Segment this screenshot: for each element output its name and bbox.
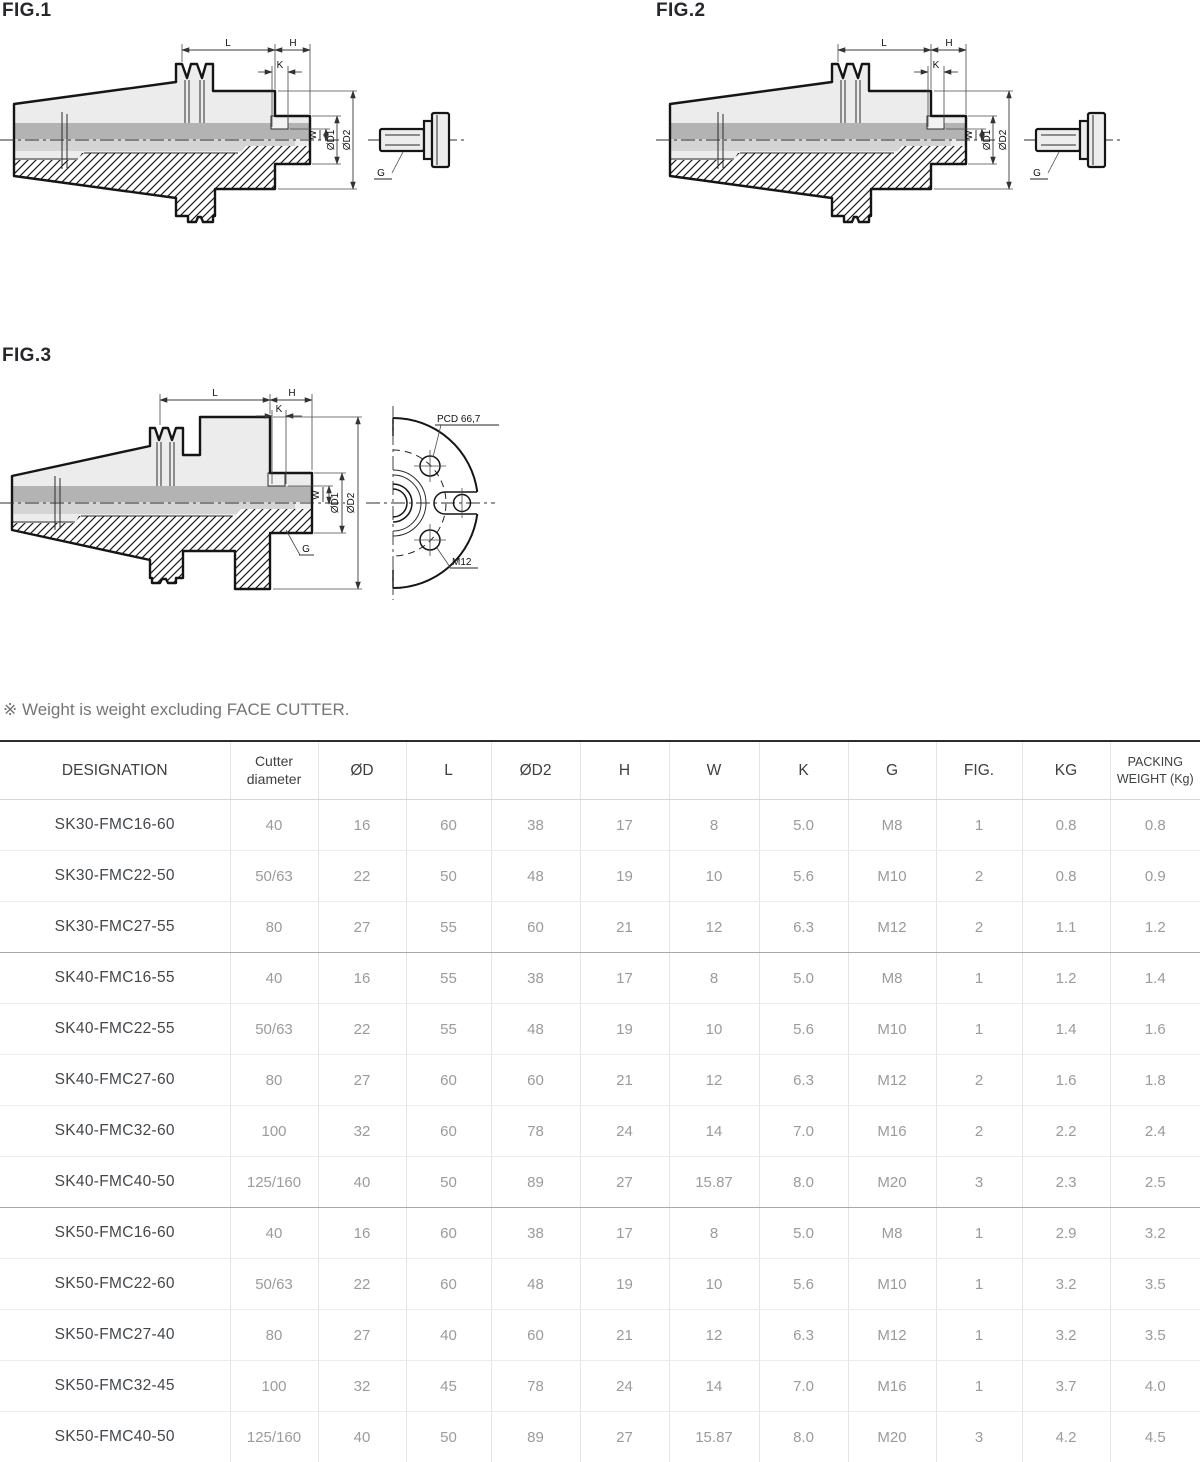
spec-table-head bbox=[0, 741, 1200, 800]
value-cell: 125/160 bbox=[230, 1412, 318, 1462]
table-row bbox=[0, 902, 1200, 953]
value-cell: 3.5 bbox=[1110, 1259, 1200, 1310]
value-cell: 12 bbox=[669, 1310, 759, 1361]
value-cell: 100 bbox=[230, 1361, 318, 1412]
value-cell: 2 bbox=[936, 1055, 1022, 1106]
fig1-drawing bbox=[0, 28, 480, 263]
dim-label-L: L bbox=[881, 38, 887, 49]
dim-label-D1: ØD1 bbox=[330, 492, 341, 514]
value-cell: 1 bbox=[936, 800, 1022, 851]
value-cell: 1.8 bbox=[1110, 1055, 1200, 1106]
dim-label-m12: M12 bbox=[452, 557, 472, 568]
dim-label-W: W bbox=[311, 490, 322, 500]
value-cell: 32 bbox=[318, 1106, 406, 1157]
value-cell: 1 bbox=[936, 953, 1022, 1004]
value-cell: 3 bbox=[936, 1157, 1022, 1208]
drive-slot bbox=[927, 116, 944, 129]
column-header: K bbox=[759, 741, 848, 800]
designation-cell: SK30-FMC16-60 bbox=[0, 800, 230, 851]
value-cell: 8 bbox=[669, 800, 759, 851]
value-cell: M12 bbox=[848, 902, 936, 953]
value-cell: 3.5 bbox=[1110, 1310, 1200, 1361]
dim-label-K: K bbox=[275, 404, 283, 415]
value-cell: 38 bbox=[491, 800, 580, 851]
value-cell: 5.6 bbox=[759, 1259, 848, 1310]
value-cell: 55 bbox=[406, 902, 491, 953]
value-cell: 55 bbox=[406, 1004, 491, 1055]
column-header: W bbox=[669, 741, 759, 800]
value-cell: 2.2 bbox=[1022, 1106, 1110, 1157]
designation-cell: SK40-FMC27-60 bbox=[0, 1055, 230, 1106]
value-cell: 8 bbox=[669, 953, 759, 1004]
value-cell: 6.3 bbox=[759, 1310, 848, 1361]
value-cell: 6.3 bbox=[759, 902, 848, 953]
value-cell: 60 bbox=[406, 800, 491, 851]
dim-label-H: H bbox=[289, 38, 297, 49]
value-cell: 27 bbox=[318, 902, 406, 953]
designation-cell: SK50-FMC16-60 bbox=[0, 1208, 230, 1259]
dim-label-D2: ØD2 bbox=[346, 492, 357, 514]
value-cell: 0.8 bbox=[1110, 800, 1200, 851]
value-cell: 2.3 bbox=[1022, 1157, 1110, 1208]
value-cell: 48 bbox=[491, 1004, 580, 1055]
value-cell: 1.6 bbox=[1110, 1004, 1200, 1055]
designation-cell: SK40-FMC22-55 bbox=[0, 1004, 230, 1055]
table-row bbox=[0, 1412, 1200, 1462]
value-cell: 5.6 bbox=[759, 851, 848, 902]
dim-label-D1: ØD1 bbox=[326, 129, 337, 151]
dim-label-pcd: PCD 66,7 bbox=[437, 414, 481, 425]
value-cell: 1.1 bbox=[1022, 902, 1110, 953]
value-cell: 1 bbox=[936, 1259, 1022, 1310]
value-cell: 24 bbox=[580, 1106, 669, 1157]
value-cell: M10 bbox=[848, 851, 936, 902]
value-cell: M8 bbox=[848, 1208, 936, 1259]
spec-table-body bbox=[0, 800, 1200, 1462]
value-cell: 48 bbox=[491, 851, 580, 902]
dim-label-G: G bbox=[377, 168, 385, 179]
value-cell: 27 bbox=[318, 1310, 406, 1361]
toolholder-side-and-front-view-drawing bbox=[0, 380, 505, 625]
value-cell: 32 bbox=[318, 1361, 406, 1412]
value-cell: 50/63 bbox=[230, 1004, 318, 1055]
fig1-label: FIG.1 bbox=[2, 0, 52, 21]
value-cell: 40 bbox=[230, 800, 318, 851]
column-header: FIG. bbox=[936, 741, 1022, 800]
value-cell: 17 bbox=[580, 800, 669, 851]
value-cell: 80 bbox=[230, 1055, 318, 1106]
value-cell: 1.6 bbox=[1022, 1055, 1110, 1106]
screw-collar bbox=[1080, 121, 1088, 159]
value-cell: 16 bbox=[318, 1208, 406, 1259]
column-header: DESIGNATION bbox=[0, 741, 230, 800]
value-cell: 55 bbox=[406, 953, 491, 1004]
drive-slot bbox=[271, 116, 288, 129]
value-cell: 1 bbox=[936, 1361, 1022, 1412]
column-header: PACKING WEIGHT (Kg) bbox=[1110, 741, 1200, 800]
drive-slot bbox=[268, 473, 285, 486]
fig2-drawing bbox=[656, 28, 1136, 263]
value-cell: 2.5 bbox=[1110, 1157, 1200, 1208]
value-cell: 80 bbox=[230, 902, 318, 953]
value-cell: 7.0 bbox=[759, 1106, 848, 1157]
value-cell: M8 bbox=[848, 800, 936, 851]
spec-table bbox=[0, 740, 1200, 1462]
column-header: H bbox=[580, 741, 669, 800]
bore-band-dark bbox=[13, 486, 311, 502]
value-cell: 125/160 bbox=[230, 1157, 318, 1208]
value-cell: 50 bbox=[406, 851, 491, 902]
table-row bbox=[0, 953, 1200, 1004]
table-row bbox=[0, 800, 1200, 851]
bore-band-dark bbox=[15, 123, 309, 139]
value-cell: 40 bbox=[318, 1157, 406, 1208]
value-cell: 1.2 bbox=[1110, 902, 1200, 953]
value-cell: 6.3 bbox=[759, 1055, 848, 1106]
value-cell: 2 bbox=[936, 851, 1022, 902]
value-cell: M12 bbox=[848, 1055, 936, 1106]
column-header: L bbox=[406, 741, 491, 800]
dim-label-W: W bbox=[964, 130, 975, 140]
value-cell: M16 bbox=[848, 1361, 936, 1412]
table-row bbox=[0, 1106, 1200, 1157]
value-cell: 2 bbox=[936, 1106, 1022, 1157]
screw-shank bbox=[1036, 129, 1080, 151]
value-cell: 10 bbox=[669, 1004, 759, 1055]
value-cell: 17 bbox=[580, 1208, 669, 1259]
value-cell: 19 bbox=[580, 1004, 669, 1055]
header-row bbox=[0, 741, 1200, 800]
value-cell: 22 bbox=[318, 851, 406, 902]
value-cell: 14 bbox=[669, 1361, 759, 1412]
value-cell: M10 bbox=[848, 1259, 936, 1310]
value-cell: 78 bbox=[491, 1106, 580, 1157]
value-cell: 27 bbox=[318, 1055, 406, 1106]
fig3-label: FIG.3 bbox=[2, 345, 52, 366]
value-cell: 24 bbox=[580, 1361, 669, 1412]
value-cell: M20 bbox=[848, 1412, 936, 1462]
value-cell: 17 bbox=[580, 953, 669, 1004]
designation-cell: SK50-FMC32-45 bbox=[0, 1361, 230, 1412]
value-cell: 78 bbox=[491, 1361, 580, 1412]
value-cell: 60 bbox=[406, 1055, 491, 1106]
designation-cell: SK50-FMC27-40 bbox=[0, 1310, 230, 1361]
toolholder-side-view-drawing bbox=[656, 28, 1136, 258]
table-row bbox=[0, 1004, 1200, 1055]
value-cell: 27 bbox=[580, 1412, 669, 1462]
value-cell: 45 bbox=[406, 1361, 491, 1412]
value-cell: 15.87 bbox=[669, 1412, 759, 1462]
value-cell: 50 bbox=[406, 1412, 491, 1462]
dim-label-D1: ØD1 bbox=[982, 129, 993, 151]
value-cell: 1 bbox=[936, 1208, 1022, 1259]
table-row bbox=[0, 1310, 1200, 1361]
dim-label-W: W bbox=[308, 130, 319, 140]
value-cell: 10 bbox=[669, 851, 759, 902]
column-header: G bbox=[848, 741, 936, 800]
dim-label-G: G bbox=[1033, 168, 1041, 179]
value-cell: 1 bbox=[936, 1310, 1022, 1361]
value-cell: 40 bbox=[230, 953, 318, 1004]
value-cell: 40 bbox=[230, 1208, 318, 1259]
value-cell: 15.87 bbox=[669, 1157, 759, 1208]
value-cell: 10 bbox=[669, 1259, 759, 1310]
screw-head bbox=[432, 113, 449, 167]
value-cell: 1.2 bbox=[1022, 953, 1110, 1004]
value-cell: 3 bbox=[936, 1412, 1022, 1462]
value-cell: 21 bbox=[580, 1310, 669, 1361]
screw-collar bbox=[424, 121, 432, 159]
screw-shank bbox=[380, 129, 424, 151]
value-cell: 7.0 bbox=[759, 1361, 848, 1412]
value-cell: 89 bbox=[491, 1157, 580, 1208]
value-cell: 48 bbox=[491, 1259, 580, 1310]
value-cell: 8 bbox=[669, 1208, 759, 1259]
value-cell: 22 bbox=[318, 1259, 406, 1310]
designation-cell: SK40-FMC40-50 bbox=[0, 1157, 230, 1208]
value-cell: 19 bbox=[580, 851, 669, 902]
value-cell: 27 bbox=[580, 1157, 669, 1208]
value-cell: 3.2 bbox=[1022, 1310, 1110, 1361]
value-cell: 19 bbox=[580, 1259, 669, 1310]
value-cell: 12 bbox=[669, 902, 759, 953]
value-cell: 60 bbox=[491, 1055, 580, 1106]
value-cell: 21 bbox=[580, 902, 669, 953]
value-cell: 4.5 bbox=[1110, 1412, 1200, 1462]
designation-cell: SK40-FMC32-60 bbox=[0, 1106, 230, 1157]
value-cell: 14 bbox=[669, 1106, 759, 1157]
dim-label-L: L bbox=[212, 388, 218, 399]
value-cell: 1.4 bbox=[1022, 1004, 1110, 1055]
column-header: Cutter diameter bbox=[230, 741, 318, 800]
value-cell: 12 bbox=[669, 1055, 759, 1106]
table-row bbox=[0, 1055, 1200, 1106]
front-view bbox=[366, 406, 499, 600]
value-cell: 89 bbox=[491, 1412, 580, 1462]
value-cell: 60 bbox=[491, 1310, 580, 1361]
designation-cell: SK40-FMC16-55 bbox=[0, 953, 230, 1004]
value-cell: 3.2 bbox=[1022, 1259, 1110, 1310]
value-cell: 0.9 bbox=[1110, 851, 1200, 902]
designation-cell: SK50-FMC22-60 bbox=[0, 1259, 230, 1310]
value-cell: 3.7 bbox=[1022, 1361, 1110, 1412]
table-row bbox=[0, 1259, 1200, 1310]
value-cell: 80 bbox=[230, 1310, 318, 1361]
dim-label-K: K bbox=[276, 60, 284, 71]
value-cell: 1.4 bbox=[1110, 953, 1200, 1004]
value-cell: 5.6 bbox=[759, 1004, 848, 1055]
dim-label-H: H bbox=[288, 388, 296, 399]
dim-label-K: K bbox=[932, 60, 940, 71]
value-cell: 5.0 bbox=[759, 1208, 848, 1259]
value-cell: 21 bbox=[580, 1055, 669, 1106]
value-cell: 8.0 bbox=[759, 1157, 848, 1208]
column-header: KG bbox=[1022, 741, 1110, 800]
value-cell: 100 bbox=[230, 1106, 318, 1157]
value-cell: 1 bbox=[936, 1004, 1022, 1055]
value-cell: 60 bbox=[406, 1259, 491, 1310]
value-cell: 60 bbox=[406, 1208, 491, 1259]
value-cell: M12 bbox=[848, 1310, 936, 1361]
value-cell: 4.2 bbox=[1022, 1412, 1110, 1462]
value-cell: 8.0 bbox=[759, 1412, 848, 1462]
value-cell: 60 bbox=[491, 902, 580, 953]
value-cell: 50/63 bbox=[230, 1259, 318, 1310]
fig3-drawing bbox=[0, 380, 505, 630]
value-cell: 2 bbox=[936, 902, 1022, 953]
value-cell: 40 bbox=[318, 1412, 406, 1462]
value-cell: 2.9 bbox=[1022, 1208, 1110, 1259]
value-cell: 38 bbox=[491, 953, 580, 1004]
value-cell: 16 bbox=[318, 953, 406, 1004]
dim-label-D2: ØD2 bbox=[342, 129, 353, 151]
dim-label-G: G bbox=[302, 544, 310, 555]
dim-label-L: L bbox=[225, 38, 231, 49]
value-cell: 3.2 bbox=[1110, 1208, 1200, 1259]
table-row bbox=[0, 851, 1200, 902]
value-cell: 2.4 bbox=[1110, 1106, 1200, 1157]
value-cell: 5.0 bbox=[759, 800, 848, 851]
table-row bbox=[0, 1208, 1200, 1259]
designation-cell: SK30-FMC22-50 bbox=[0, 851, 230, 902]
value-cell: 0.8 bbox=[1022, 800, 1110, 851]
fig2-label: FIG.2 bbox=[656, 0, 706, 21]
value-cell: M16 bbox=[848, 1106, 936, 1157]
designation-cell: SK50-FMC40-50 bbox=[0, 1412, 230, 1462]
column-header: ØD bbox=[318, 741, 406, 800]
dim-label-H: H bbox=[945, 38, 953, 49]
weight-note: ※ Weight is weight excluding FACE CUTTER. bbox=[3, 700, 350, 719]
value-cell: 16 bbox=[318, 800, 406, 851]
toolholder-side-view-drawing bbox=[0, 28, 480, 258]
value-cell: 60 bbox=[406, 1106, 491, 1157]
value-cell: M20 bbox=[848, 1157, 936, 1208]
value-cell: 50/63 bbox=[230, 851, 318, 902]
value-cell: M10 bbox=[848, 1004, 936, 1055]
bore-band-dark bbox=[671, 123, 965, 139]
dim-label-D2: ØD2 bbox=[998, 129, 1009, 151]
screw-head bbox=[1088, 113, 1105, 167]
value-cell: 22 bbox=[318, 1004, 406, 1055]
table-row bbox=[0, 1157, 1200, 1208]
value-cell: 38 bbox=[491, 1208, 580, 1259]
column-header: ØD2 bbox=[491, 741, 580, 800]
value-cell: M8 bbox=[848, 953, 936, 1004]
designation-cell: SK30-FMC27-55 bbox=[0, 902, 230, 953]
value-cell: 4.0 bbox=[1110, 1361, 1200, 1412]
table-row bbox=[0, 1361, 1200, 1412]
value-cell: 40 bbox=[406, 1310, 491, 1361]
value-cell: 0.8 bbox=[1022, 851, 1110, 902]
value-cell: 50 bbox=[406, 1157, 491, 1208]
value-cell: 5.0 bbox=[759, 953, 848, 1004]
